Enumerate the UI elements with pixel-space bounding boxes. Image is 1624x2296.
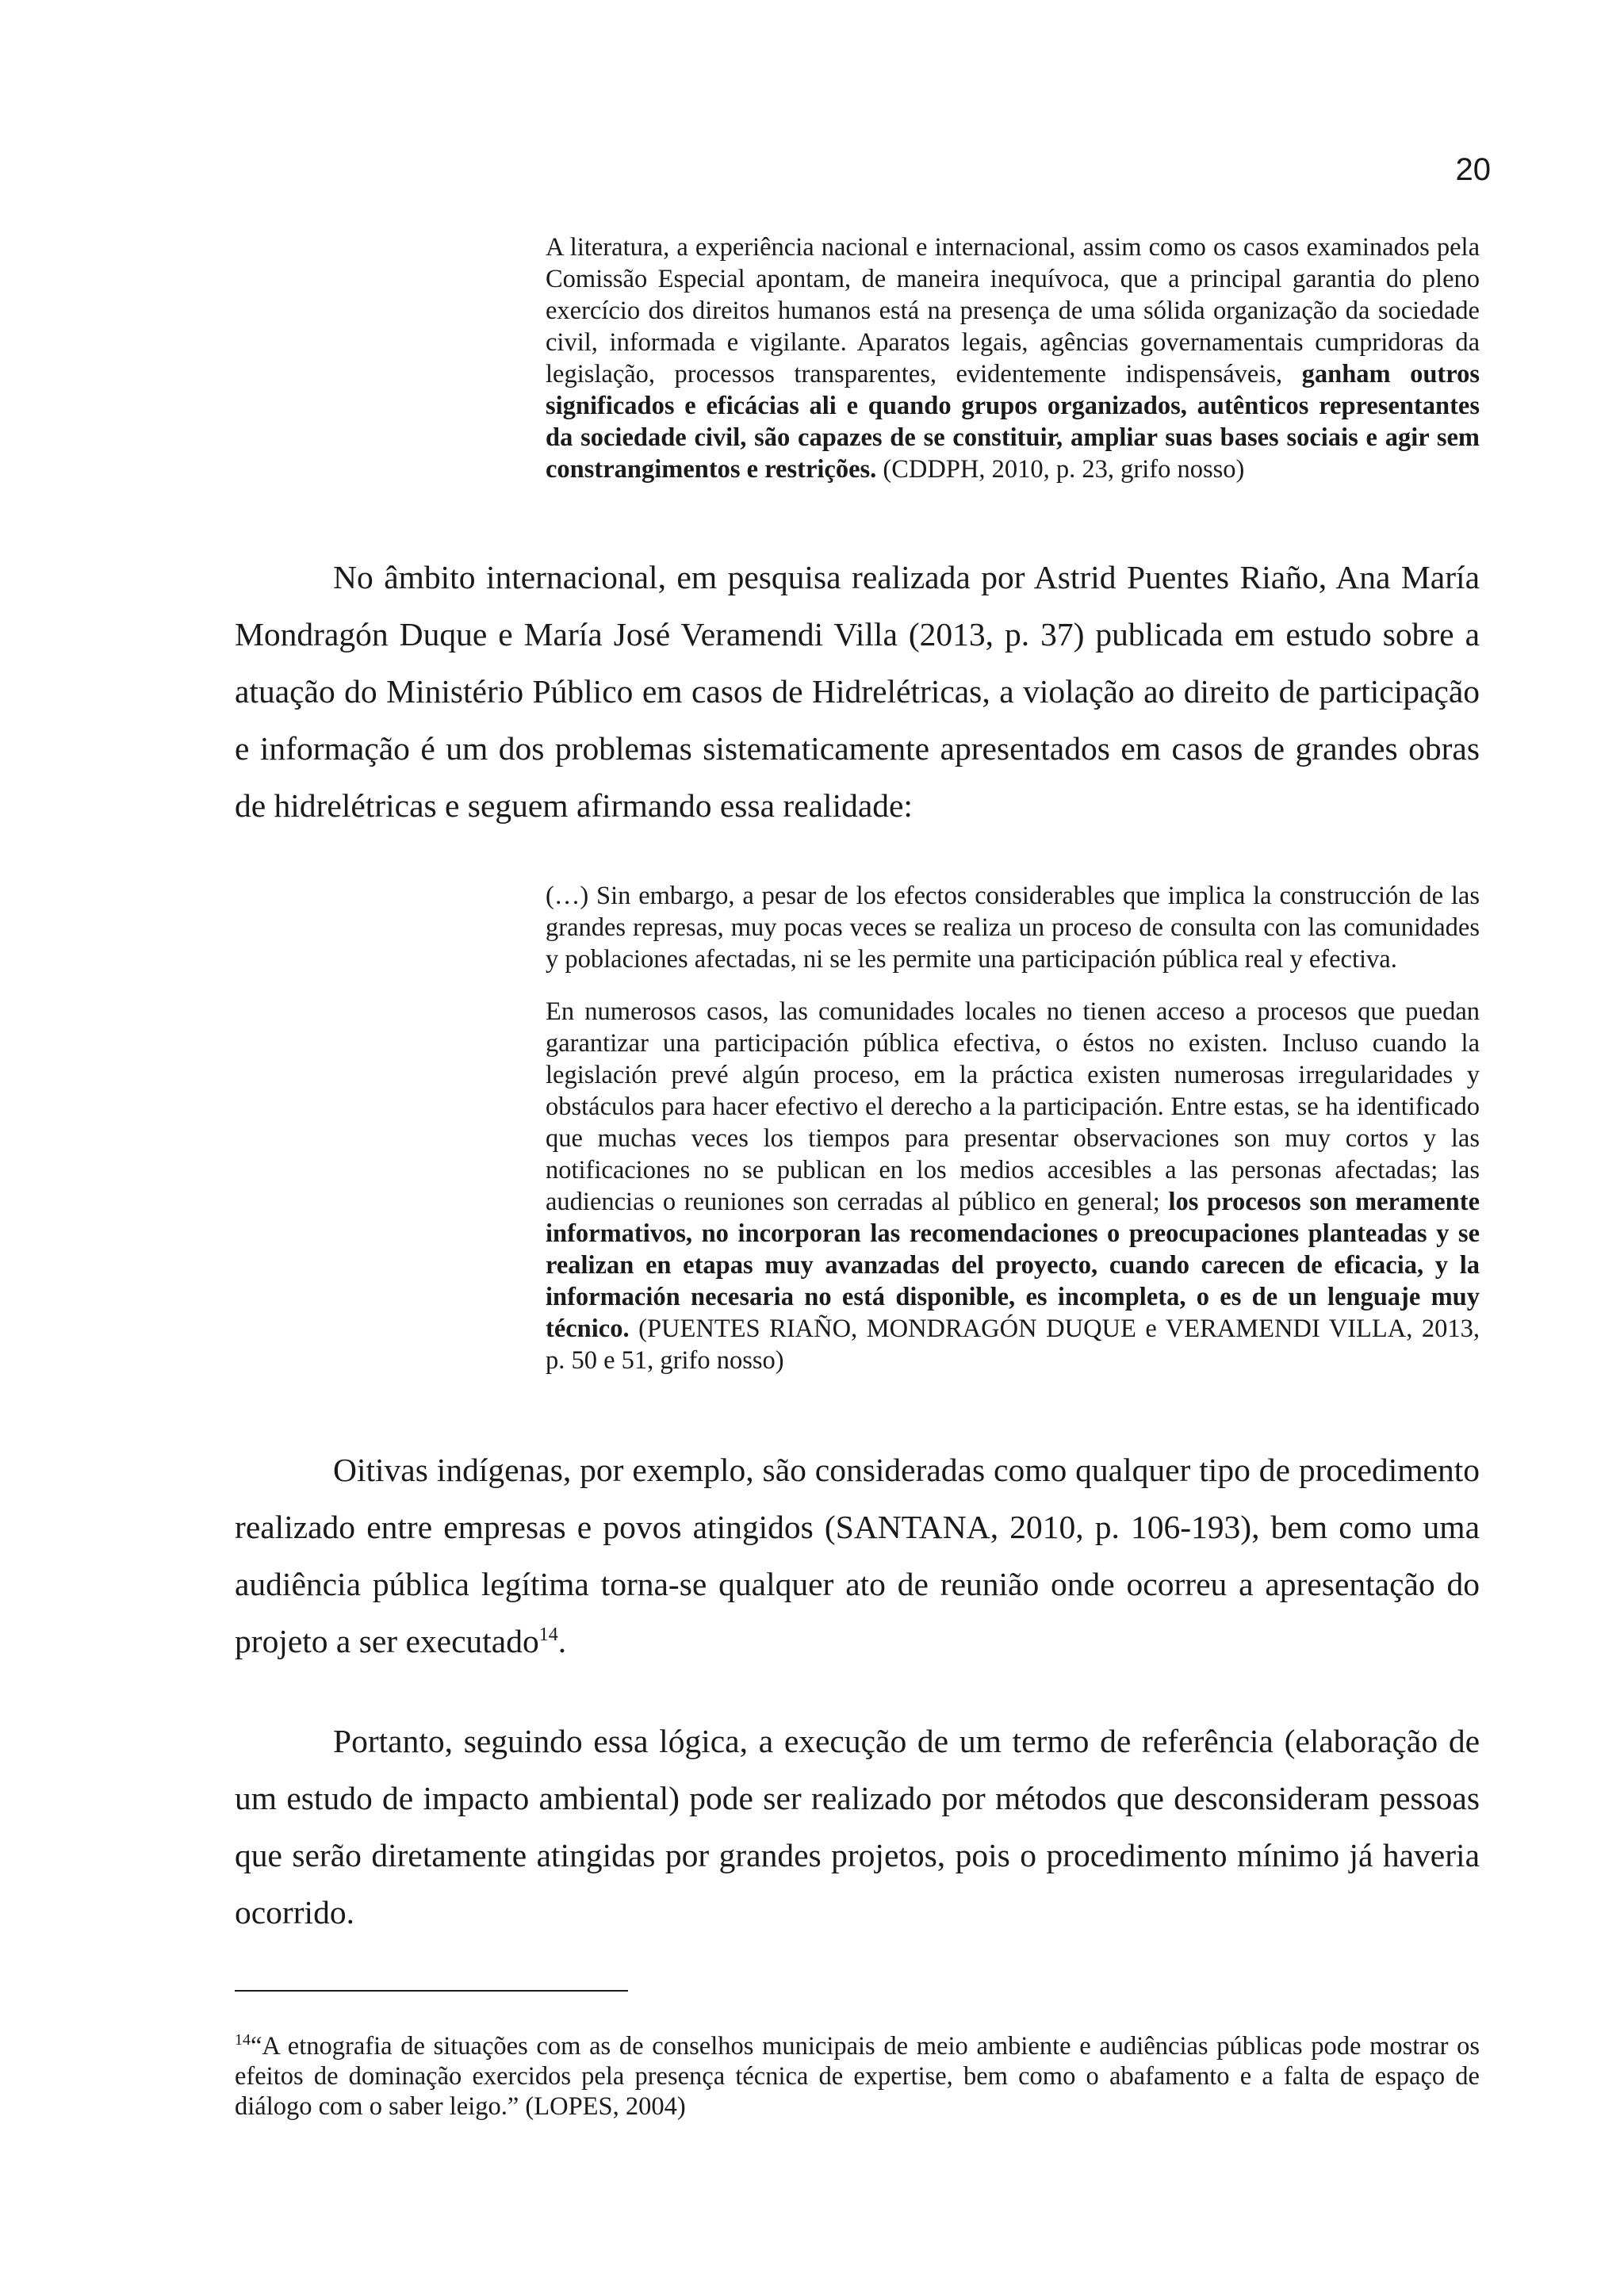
body-paragraph-international: No âmbito internacional, em pesquisa realizada por Astrid Puentes Riaño, Ana María Mondragón Duque e María José Veramendi Villa (2013, p. 37) publicada em estudo sobre a atuação do Ministério Público em casos de Hidrelétricas, a violação ao direito de participação e informação é um dos problemas sistematicamente apresentados em casos de grandes obras de hidrelétricas e seguem afirmando essa realidade: [235,559,1480,824]
block-quote-puentes [546,880,1480,1376]
quote-citation: (PUENTES RIAÑO, MONDRAGÓN DUQUE e VERAMENDI VILLA, 2013, p. 50 e 51, grifo nosso) [546,1314,1480,1375]
quote-emphasis: los procesos son meramente informativos, no incorporan las recomendaciones o preocupaciones planteadas y se realizan en etapas muy avanzadas del proyecto, cuando carecen de eficacia, y la información necesaria no está disponible, es incompleta, o es de un lenguaje muy técnico. [546,1188,1480,1343]
quote-paragraph-2 [546,996,1480,1376]
body-paragraph-oitivas [235,1441,1480,1670]
body-paragraph-portanto: Portanto, seguindo essa lógica, a execução de um termo de referência (elaboração de um estudo de impacto ambiental) pode ser realizado por métodos que desconsideram pessoas que serão diretamente atingidas por grandes projetos, pois o procedimento mínimo já haveria ocorrido. [235,1723,1480,1931]
quote-emphasis: ganham outros significados e eficácias ali e quando grupos organizados, autênticos representantes da sociedade civil, são capazes de se constituir, ampliar suas bases sociais e agir sem constrangimentos e restrições. [546,360,1480,484]
footnote-text: “A etnografia de situações com as de conselhos municipais de meio ambiente e audiências públicas pode mostrar os efeitos de dominação exercidos pela presença técnica de expertise, bem como o abafamento e a falta de espaço de diálogo com o saber leigo.” (LOPES, 2004) [235,2032,1480,2121]
block-quote-cddph [546,232,1480,485]
footnote-number: 14 [235,2031,251,2049]
quote-text: En numerosos casos, las comunidades locales no tienen acceso a procesos que puedan garantizar una participación pública efectiva, o éstos no existen. Incluso cuando la legislación prevé algún proceso, em la práctica existen numerosas irregularidades y obstáculos para hacer efectivo el derecho a la participación. Entre estas, se ha identificado que muchas veces los tiempos para presentar observaciones son muy cortos y las notificaciones no se publican en los medios accesibles a las personas afectadas; las audiencias o reuniones son cerradas al público en general; [546,997,1480,1216]
quote-text: A literatura, a experiência nacional e internacional, assim como os casos examinados pela Comissão Especial apontam, de maneira inequívoca, que a principal garantia do pleno exercício dos direitos humanos está na presença de uma sólida organização da sociedade civil, informada e vigilante. Aparatos legais, agências governamentais cumpridoras da legislação, processos transparentes, evidentemente indispensáveis, [546,233,1480,388]
paragraph-text: Oitivas indígenas, por exemplo, são consideradas como qualquer tipo de procedimento realizado entre empresas e povos atingidos (SANTANA, 2010, p. 106-193), bem como uma audiência pública legítima torna-se qualquer ato de reunião onde ocorreu a apresentação do projeto a ser executado [235,1452,1480,1659]
footnote-reference[interactable]: 14 [538,1624,558,1646]
footnote-divider [235,1990,628,1992]
paragraph-end: . [557,1623,567,1659]
quote-citation: (CDDPH, 2010, p. 23, grifo nosso) [876,455,1245,484]
quote-paragraph [546,232,1480,485]
page-number: 20 [1455,152,1491,187]
footnote [235,2031,1480,2122]
quote-paragraph-1: (…) Sin embargo, a pesar de los efectos considerables que implica la construcción de las grandes represas, muy pocas veces se realiza un proceso de consulta con las comunidades y poblaciones afectadas, ni se les permite una participación pública real y efectiva. [546,882,1480,974]
